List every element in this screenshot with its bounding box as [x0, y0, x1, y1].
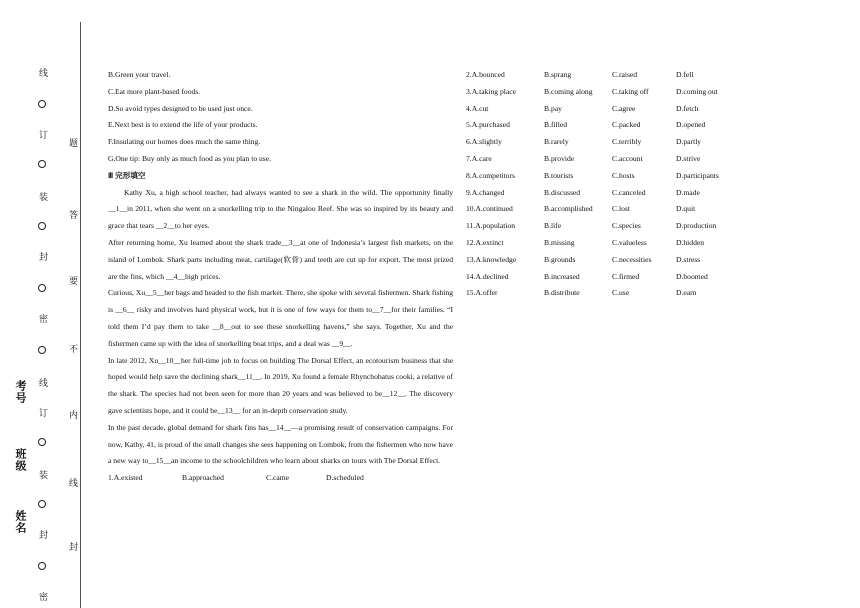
option-c: C.valueless: [612, 237, 647, 247]
question-row: [466, 134, 846, 151]
option-d: D.So avoid types designed to be used just once.: [108, 103, 253, 113]
binding-char: 题: [68, 138, 78, 147]
option-b: B.pay: [544, 103, 562, 113]
option-d: D.participants: [676, 170, 719, 180]
binding-char: 密: [38, 314, 48, 323]
option-b: B.distribute: [544, 288, 580, 298]
option-d: D.strive: [676, 153, 701, 163]
option-b: B.missing: [544, 237, 575, 247]
binding-circle: [38, 160, 46, 168]
question-row: [466, 151, 846, 168]
passage-paragraph: Kathy Xu, a high school teacher, had always wanted to see a shark in the wild. The opportunity finally __1__in 2011, when she went on a snorkelling trip to the Ningaloo Reef. She was so inspired by its beauty and grace that tears __2__to her eyes.: [108, 187, 453, 231]
binding-char: 线: [68, 478, 78, 487]
option-d: D.partly: [676, 137, 702, 147]
question-row: [466, 285, 846, 302]
option-d: D.fetch: [676, 103, 699, 113]
option-a: 1.A.existed: [108, 473, 143, 483]
binding-char: 封: [68, 542, 78, 551]
option-b: B.approached: [182, 473, 224, 483]
binding-circle: [38, 500, 46, 508]
option-d: D.opened: [676, 120, 706, 130]
question-row: [466, 235, 846, 252]
option-c: C.came: [266, 473, 289, 483]
option-d: D.quit: [676, 204, 696, 214]
option-c: C.packed: [612, 120, 641, 130]
right-column: [466, 67, 846, 302]
option-f: F.Insulating our homes does much the same thing.: [108, 137, 261, 147]
option-b: B.life: [544, 221, 562, 231]
option-a: 8.A.competitors: [466, 170, 515, 180]
option-a: 6.A.slightly: [466, 137, 502, 147]
option-a: 7.A.care: [466, 153, 492, 163]
option-c: C.canceled: [612, 187, 646, 197]
option-c: C.necessities: [612, 254, 652, 264]
option-c: C.terribly: [612, 137, 642, 147]
option-c: C.use: [612, 288, 630, 298]
option-c: C.species: [612, 221, 641, 231]
binding-circle: [38, 438, 46, 446]
option-a: 5.A.purchased: [466, 120, 510, 130]
option-d: D.boomed: [676, 271, 708, 281]
option-a: 2.A.bounced: [466, 70, 505, 79]
option-d: D.made: [676, 187, 700, 197]
option-d: D.production: [676, 221, 717, 231]
question-row: [466, 168, 846, 185]
binding-char: 不: [68, 344, 78, 353]
question-row: [466, 117, 846, 134]
option-b: B.increased: [544, 271, 580, 281]
binding-circle: [38, 100, 46, 108]
question-row: [466, 269, 846, 286]
label-name: 姓名: [14, 510, 26, 534]
label-class: 班级: [14, 448, 26, 472]
binding-char: 内: [68, 410, 78, 419]
passage-paragraph: In late 2012, Xu__10__her full-time job to focus on building The Dorsal Effect, an ecotourism business that she hoped would help save the declining shark__11__. In 2019, Xu found a female Rhynchobatus cooki, a relative of the shark. The species had not been seen for more than 20 years and was believed to be__12__. The discovery gave scientists hope, and it could be__13__ for an in-depth conservation study.: [108, 355, 453, 415]
passage-paragraph: Curious, Xu__5__her bags and headed to the fish market. There, she spoke with several fishermen. Shark fishing is __6__ risky and involves hard physical work, but it is one of few ways for them to__7__for their families. “I told them I’d pay them to take __8__out to see these snorkelling havens,” she says. Together, Xu and the fishermen came up with the idea of snorkelling boat trips, and a deal was __9__.: [108, 288, 453, 348]
option-b: B.grounds: [544, 254, 576, 264]
option-d: D.coming out: [676, 86, 718, 96]
binding-char: 订: [38, 408, 48, 417]
option-c: C.account: [612, 153, 643, 163]
option-b: B.tourists: [544, 170, 574, 180]
label-exam-number: 考号: [14, 380, 26, 404]
section-title: Ⅲ 完形填空: [108, 170, 146, 180]
binding-char: 装: [38, 192, 48, 201]
question-row: [466, 218, 846, 235]
question-row: [466, 252, 846, 269]
option-b: B.discussed: [544, 187, 581, 197]
binding-circle: [38, 284, 46, 292]
option-a: 12.A.extinct: [466, 237, 504, 247]
binding-char: 线: [38, 68, 48, 77]
binding-char: 密: [38, 592, 48, 601]
passage-paragraph: After returning home, Xu learned about the shark trade__3__at one of Indonesia’s largest fish markets, on the island of Lombok. Shark parts including meat, cartilage(软骨) and teeth are cut up for export. The most prized are the fins, which __4__high prices.: [108, 237, 453, 281]
option-b: B.sprang: [544, 70, 572, 79]
question-row: [466, 84, 846, 101]
binding-margin: [0, 0, 100, 608]
option-c: C.firmed: [612, 271, 640, 281]
binding-char: 订: [38, 130, 48, 139]
option-e: E.Next best is to extend the life of your products.: [108, 120, 258, 130]
option-d: D.fell: [676, 70, 694, 79]
binding-line: [80, 22, 81, 608]
binding-circle: [38, 346, 46, 354]
option-b: B.coming along: [544, 86, 593, 96]
binding-char: 封: [38, 252, 48, 261]
question-row: [108, 470, 453, 487]
option-a: 11.A.population: [466, 221, 516, 231]
option-a: 3.A.taking place: [466, 86, 516, 96]
option-a: 9.A.changed: [466, 187, 505, 197]
option-a: 14.A.declined: [466, 271, 509, 281]
option-d: D.scheduled: [326, 473, 364, 483]
option-c: C.taking off: [612, 86, 649, 96]
option-d: D.earn: [676, 288, 697, 298]
option-a: 4.A.cut: [466, 103, 489, 113]
binding-circle: [38, 222, 46, 230]
option-c: C.lost: [612, 204, 630, 214]
option-d: D.hidden: [676, 237, 705, 247]
option-b: B.Green your travel.: [108, 70, 171, 79]
binding-char: 装: [38, 470, 48, 479]
option-d: D.stress: [676, 254, 701, 264]
binding-char: 封: [38, 530, 48, 539]
question-row: [466, 201, 846, 218]
option-a: 10.A.continued: [466, 204, 513, 214]
left-column: [108, 67, 453, 487]
binding-circle: [38, 562, 46, 570]
option-b: B.accomplished: [544, 204, 593, 214]
option-b: B.filled: [544, 120, 567, 130]
option-c: C.raised: [612, 70, 638, 79]
binding-char: 答: [68, 210, 78, 219]
binding-char: 要: [68, 276, 78, 285]
question-row: [466, 67, 846, 84]
option-b: B.rarely: [544, 137, 569, 147]
option-a: 13.A.knowledge: [466, 254, 517, 264]
binding-char: 线: [38, 378, 48, 387]
question-row: [466, 185, 846, 202]
option-c: C.Eat more plant-based foods.: [108, 86, 201, 96]
option-b: B.provide: [544, 153, 575, 163]
option-a: 15.A.offer: [466, 288, 498, 298]
option-c: C.hosts: [612, 170, 635, 180]
question-row: [466, 101, 846, 118]
option-g: G.One tip: Buy only as much food as you plan to use.: [108, 153, 272, 163]
passage-paragraph: In the past decade, global demand for shark fins has__14__—a promising result of conservation campaigns. For now, Kathy, 41, is proud of the small changes she sees happening on Lombok, from the fishermen who now have a new way to__15__an income to the schoolchildren who learn about sharks on tours with The Dorsal Effect.: [108, 422, 453, 466]
option-c: C.agree: [612, 103, 636, 113]
